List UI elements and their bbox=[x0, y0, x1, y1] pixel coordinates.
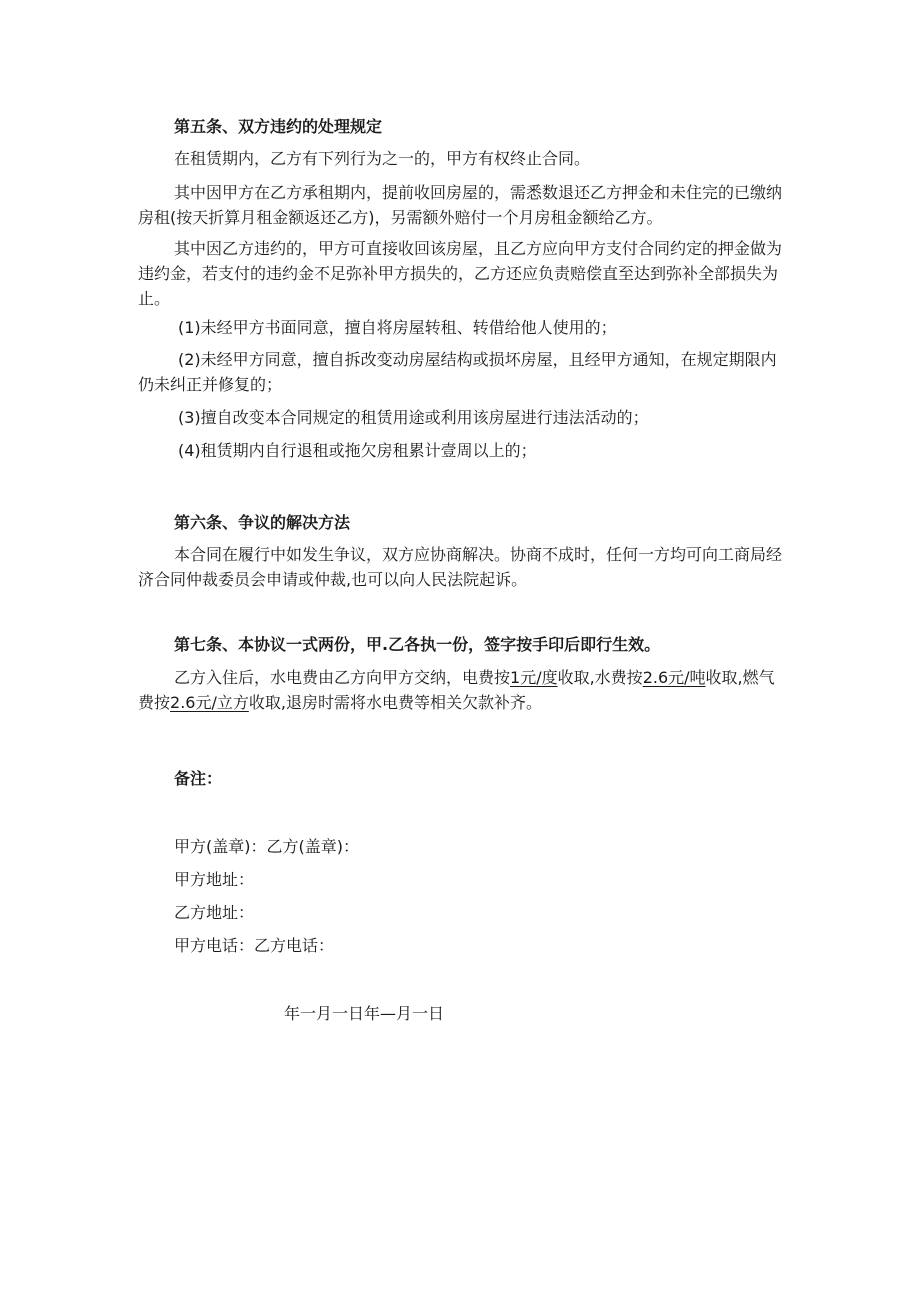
utilities-mid2: 收取,燃气费按 bbox=[138, 668, 775, 712]
remarks-heading: 备注： bbox=[174, 769, 223, 788]
water-rate: 2.6元/吨 bbox=[642, 668, 706, 687]
phone-line: 甲方电话：乙方电话： bbox=[174, 936, 335, 955]
electricity-rate: 1元/度 bbox=[510, 668, 558, 687]
article7-heading: 第七条、本协议一式两份，甲.乙各执一份，签字按手印后即行生效。 bbox=[174, 635, 661, 654]
article5-item-3: (3)擅自改变本合同规定的租赁用途或利用该房屋进行违法活动的； bbox=[178, 408, 649, 427]
article5-item-4: (4)租赁期内自行退租或拖欠房租累计壹周以上的； bbox=[178, 441, 537, 460]
article5-item-1: (1)未经甲方书面同意，擅自将房屋转租、转借给他人使用的； bbox=[178, 318, 617, 337]
address-a-line: 甲方地址： bbox=[174, 870, 255, 889]
article5-heading: 第五条、双方违约的处理规定 bbox=[174, 117, 383, 136]
article5-item-2: (2)未经甲方同意，擅自拆改变动房屋结构或损坏房屋，且经甲方通知，在规定期限内仍未纠正并修复的； bbox=[138, 350, 777, 394]
article5-intro: 在租赁期内，乙方有下列行为之一的，甲方有权终止合同。 bbox=[174, 149, 591, 168]
utilities-prefix: 乙方入住后，水电费由乙方向甲方交纳，电费按 bbox=[174, 668, 511, 687]
date-line: 年一月一日年—月一日 bbox=[284, 1004, 445, 1023]
article7-utilities-para bbox=[138, 665, 786, 715]
address-b-line: 乙方地址： bbox=[174, 903, 255, 922]
utilities-suffix: 收取,退房时需将水电费等相关欠款补齐。 bbox=[248, 693, 542, 712]
article5-para2: 其中因乙方违约的，甲方可直接收回该房屋，且乙方应向甲方支付合同约定的押金做为违约金，若支付的违约金不足弥补甲方损失的，乙方还应负责赔偿直至达到弥补全部损失为止。 bbox=[138, 239, 783, 308]
article6-heading: 第六条、争议的解决方法 bbox=[174, 513, 351, 532]
utilities-mid1: 收取,水费按 bbox=[557, 668, 643, 687]
seal-line: 甲方(盖章)：乙方(盖章)： bbox=[174, 837, 359, 856]
article5-para1: 其中因甲方在乙方承租期内，提前收回房屋的，需悉数退还乙方押金和未住完的已缴纳房租(按天折算月租金额返还乙方)，另需额外赔付一个月房租金额给乙方。 bbox=[138, 183, 783, 227]
article6-para: 本合同在履行中如发生争议，双方应协商解决。协商不成时，任何一方均可向工商局经济合同仲裁委员会申请或仲裁,也可以向人民法院起诉。 bbox=[138, 545, 783, 589]
gas-rate: 2.6元/立方 bbox=[170, 693, 249, 712]
